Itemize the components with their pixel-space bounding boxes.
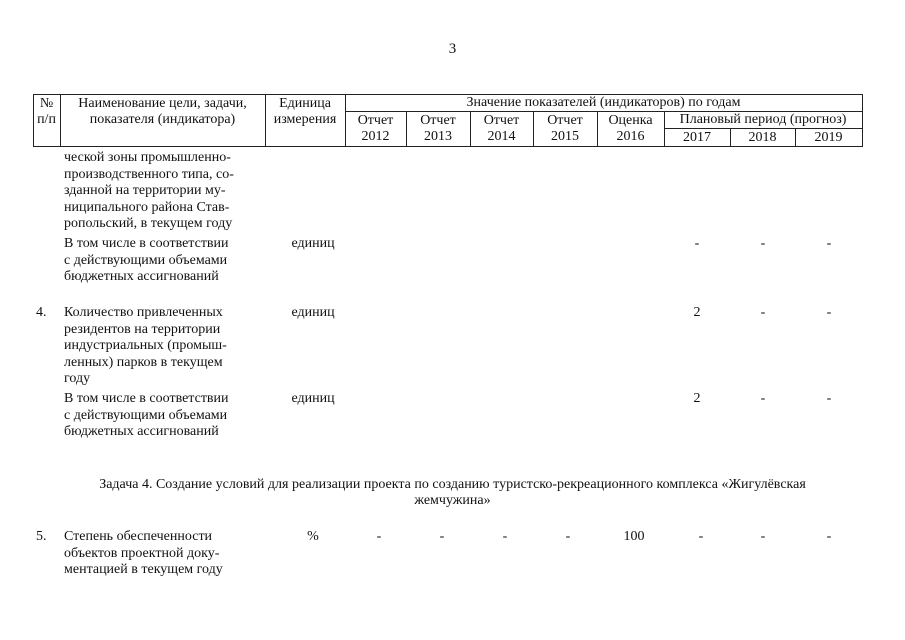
row5-2017: - (698, 529, 704, 544)
header-no: № п/п (37, 96, 56, 127)
row4-sub-2018: - (760, 391, 766, 406)
header-plan-2019: 2019 (814, 130, 843, 145)
row3-continuation-text: ческой зоны промышленно- производственного типа, со- зданной на территории му- ниципального района Став- ропольский, в текущем году (64, 150, 234, 231)
header-unit: Единица измерения (273, 96, 337, 127)
row4-sub-2017: 2 (693, 391, 701, 406)
row5-2015: - (565, 529, 571, 544)
row5-2016: 100 (623, 529, 645, 544)
row4-unit: единиц (291, 305, 335, 320)
row4-2018: - (760, 305, 766, 320)
row3-sub-unit: единиц (291, 236, 335, 251)
page-number: 3 (448, 41, 457, 57)
row3-sub-2017: - (694, 236, 700, 251)
header-year-2016: Оценка 2016 (608, 113, 653, 144)
row3-sub-2018: - (760, 236, 766, 251)
row5-2014: - (502, 529, 508, 544)
row5-2019: - (826, 529, 832, 544)
row4-2019: - (826, 305, 832, 320)
row4-sub-text: В том числе в соответствии с действующими объемами бюджетных ассигнований (64, 391, 229, 439)
header-year-2012: Отчет 2012 (357, 113, 394, 144)
header-plan-2017: 2017 (683, 130, 711, 145)
header-year-2013: Отчет 2013 (420, 113, 456, 144)
row4-2017: 2 (693, 305, 701, 320)
row5-unit: % (307, 529, 319, 544)
row5-2018: - (760, 529, 766, 544)
header-year-2014: Отчет 2014 (483, 113, 520, 144)
row5-text: Степень обеспеченности объектов проектной доку- ментацией в текущем году (64, 529, 223, 577)
row5-number: 5. (36, 529, 47, 544)
task4-heading: Задача 4. Создание условий для реализации проекта по созданию туристско-рекреационного комплекса «Жигулёвская жемчужина» (99, 477, 806, 508)
header-plan-title: Плановый период (прогноз) (679, 112, 847, 127)
row5-2013: - (439, 529, 445, 544)
header-values-title: Значение показателей (индикаторов) по годам (466, 95, 741, 110)
header-year-2015: Отчет 2015 (547, 113, 583, 144)
row3-sub-text: В том числе в соответствии с действующими объемами бюджетных ассигнований (64, 236, 229, 284)
row4-text: Количество привлеченных резидентов на территории индустриальных (промыш- ленных) парков в текущем году (64, 305, 227, 386)
row4-sub-2019: - (826, 391, 832, 406)
row4-sub-unit: единиц (291, 391, 335, 406)
row5-2012: - (376, 529, 382, 544)
header-name: Наименование цели, задачи, показателя (индикатора) (78, 96, 247, 127)
row3-sub-2019: - (826, 236, 832, 251)
row4-number: 4. (36, 305, 47, 320)
header-plan-2018: 2018 (748, 130, 777, 145)
